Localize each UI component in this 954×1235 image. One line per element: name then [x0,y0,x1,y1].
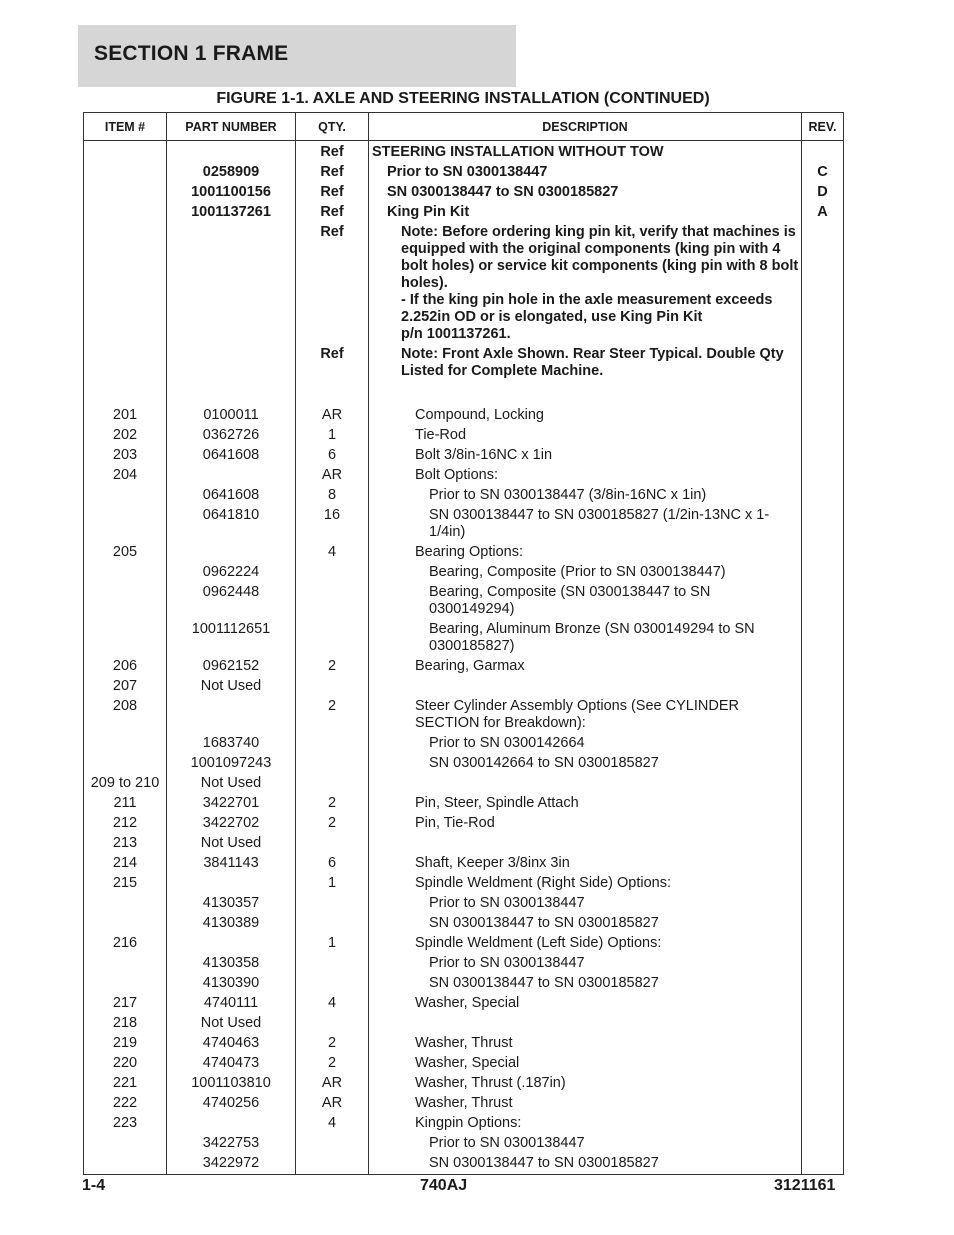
table-row [84,954,844,974]
cell-description [369,677,802,697]
cell-qty: 2 [296,1054,369,1074]
cell-description: Shaft, Keeper 3/8inx 3in [369,854,802,874]
cell-item [84,754,167,774]
cell-rev [802,1034,844,1054]
table-row [84,994,844,1014]
table-row [84,426,844,446]
cell-rev [802,914,844,934]
cell-description: King Pin Kit [369,203,802,223]
table-row [84,163,844,183]
header-item: ITEM # [84,113,167,141]
cell-qty: Ref [296,183,369,203]
cell-item [84,954,167,974]
cell-rev [802,657,844,677]
cell-item: 204 [84,466,167,486]
table-row [84,754,844,774]
cell-qty [296,677,369,697]
cell-rev [802,1014,844,1034]
cell-description: SN 0300138447 to SN 0300185827 [369,1154,802,1175]
table-row [84,563,844,583]
cell-rev [802,1074,844,1094]
cell-description: Washer, Thrust (.187in) [369,1074,802,1094]
cell-part-number: 0962448 [167,583,296,620]
cell-rev [802,974,844,994]
cell-qty [296,1134,369,1154]
cell-rev: D [802,183,844,203]
cell-part-number [167,1114,296,1134]
cell-description: SN 0300138447 to SN 0300185827 [369,974,802,994]
cell-item: 205 [84,543,167,563]
table-row [84,874,844,894]
table-row [84,1034,844,1054]
cell-qty: 16 [296,506,369,543]
cell-qty [296,620,369,657]
cell-item: 223 [84,1114,167,1134]
cell-part-number: Not Used [167,1014,296,1034]
cell-rev [802,994,844,1014]
cell-part-number: 0641810 [167,506,296,543]
cell-qty: Ref [296,345,369,382]
cell-rev [802,345,844,382]
cell-part-number: 0362726 [167,426,296,446]
table-row [84,1154,844,1175]
cell-description [369,382,802,406]
cell-part-number [167,223,296,345]
cell-description: SN 0300138447 to SN 0300185827 [369,914,802,934]
cell-item: 201 [84,406,167,426]
cell-qty [296,1014,369,1034]
cell-description: Note: Front Axle Shown. Rear Steer Typical. Double Qty Listed for Complete Machine. [369,345,802,382]
cell-qty: AR [296,1074,369,1094]
footer-doc-number: 3121161 [774,1177,836,1194]
cell-rev [802,1134,844,1154]
cell-part-number: 4740111 [167,994,296,1014]
cell-description: Bearing, Composite (Prior to SN 0300138447) [369,563,802,583]
cell-rev [802,794,844,814]
cell-item: 212 [84,814,167,834]
cell-qty: 6 [296,854,369,874]
cell-part-number: 3422972 [167,1154,296,1175]
cell-part-number [167,543,296,563]
cell-part-number: 1001100156 [167,183,296,203]
cell-description: Prior to SN 0300142664 [369,734,802,754]
header-qty: QTY. [296,113,369,141]
table-row [84,794,844,814]
cell-qty [296,754,369,774]
cell-item: 211 [84,794,167,814]
cell-item: 202 [84,426,167,446]
table-row [84,894,844,914]
header-rev: REV. [802,113,844,141]
cell-part-number [167,697,296,734]
cell-description: Spindle Weldment (Right Side) Options: [369,874,802,894]
cell-part-number: Not Used [167,677,296,697]
cell-item: 215 [84,874,167,894]
cell-qty: 8 [296,486,369,506]
cell-item: 217 [84,994,167,1014]
cell-qty: 2 [296,657,369,677]
cell-part-number [167,382,296,406]
cell-qty: 4 [296,543,369,563]
cell-item: 207 [84,677,167,697]
cell-item: 219 [84,1034,167,1054]
table-row [84,1014,844,1034]
cell-item [84,734,167,754]
cell-rev [802,563,844,583]
cell-part-number: 4130389 [167,914,296,934]
cell-part-number [167,141,296,164]
cell-description: Bearing, Garmax [369,657,802,677]
cell-part-number: Not Used [167,774,296,794]
cell-part-number: 0258909 [167,163,296,183]
cell-qty [296,563,369,583]
cell-item: 203 [84,446,167,466]
table-row [84,446,844,466]
cell-item [84,141,167,164]
cell-description: Tie-Rod [369,426,802,446]
cell-qty: 2 [296,794,369,814]
figure-title: FIGURE 1-1. AXLE AND STEERING INSTALLATION (CONTINUED) [216,90,710,107]
cell-qty: 1 [296,426,369,446]
cell-qty [296,894,369,914]
cell-part-number: 1001103810 [167,1074,296,1094]
cell-part-number: 1683740 [167,734,296,754]
header-part-number: PART NUMBER [167,113,296,141]
cell-part-number: 4740473 [167,1054,296,1074]
table-row [84,141,844,164]
footer-model: 740AJ [420,1177,468,1194]
cell-rev [802,406,844,426]
cell-rev [802,1094,844,1114]
cell-part-number: 4130358 [167,954,296,974]
cell-qty: 2 [296,1034,369,1054]
table-row [84,1074,844,1094]
cell-qty [296,774,369,794]
cell-part-number: Not Used [167,834,296,854]
cell-qty: Ref [296,163,369,183]
cell-rev [802,620,844,657]
cell-qty [296,1154,369,1175]
footer-page-number: 1-4 [82,1177,106,1194]
table-row [84,1134,844,1154]
table-row [84,914,844,934]
cell-part-number: 4130357 [167,894,296,914]
cell-item: 208 [84,697,167,734]
cell-item [84,894,167,914]
cell-qty: 6 [296,446,369,466]
cell-part-number: 3422701 [167,794,296,814]
table-row [84,466,844,486]
cell-item: 214 [84,854,167,874]
cell-item [84,183,167,203]
cell-rev [802,1114,844,1134]
table-row [84,814,844,834]
cell-qty [296,954,369,974]
table-row [84,697,844,734]
cell-part-number [167,466,296,486]
cell-item: 222 [84,1094,167,1114]
cell-item: 218 [84,1014,167,1034]
cell-item [84,1134,167,1154]
cell-qty [296,914,369,934]
cell-qty: 1 [296,934,369,954]
table-header [84,113,844,141]
cell-description: Bolt Options: [369,466,802,486]
table-row [84,974,844,994]
table-row [84,734,844,754]
cell-item [84,163,167,183]
cell-rev [802,697,844,734]
cell-description: Prior to SN 0300138447 [369,163,802,183]
cell-qty [296,974,369,994]
cell-qty [296,734,369,754]
cell-description: Prior to SN 0300138447 [369,954,802,974]
cell-part-number [167,934,296,954]
cell-rev [802,223,844,345]
cell-rev [802,1154,844,1175]
table-row [84,774,844,794]
cell-part-number: 1001097243 [167,754,296,774]
cell-part-number: 1001137261 [167,203,296,223]
table-row [84,657,844,677]
cell-description: Washer, Thrust [369,1034,802,1054]
cell-rev [802,446,844,466]
table-row [84,345,844,382]
cell-part-number: 4130390 [167,974,296,994]
table-row [84,834,844,854]
cell-item [84,974,167,994]
cell-rev [802,894,844,914]
cell-description: Bearing, Composite (SN 0300138447 to SN 0300149294) [369,583,802,620]
cell-description [369,1014,802,1034]
cell-item [84,506,167,543]
cell-part-number: 0962152 [167,657,296,677]
cell-rev [802,874,844,894]
cell-rev [802,954,844,974]
cell-qty: 4 [296,1114,369,1134]
cell-rev [802,486,844,506]
cell-item: 206 [84,657,167,677]
cell-item [84,563,167,583]
header-description: DESCRIPTION [369,113,802,141]
cell-item: 220 [84,1054,167,1074]
cell-part-number: 3422753 [167,1134,296,1154]
cell-item [84,382,167,406]
cell-qty: 4 [296,994,369,1014]
cell-item [84,914,167,934]
cell-rev [802,543,844,563]
table-row [84,1054,844,1074]
parts-table [83,112,844,1175]
cell-rev: A [802,203,844,223]
cell-description: Pin, Tie-Rod [369,814,802,834]
cell-item [84,486,167,506]
cell-description: Kingpin Options: [369,1114,802,1134]
cell-rev [802,677,844,697]
cell-rev [802,854,844,874]
cell-qty: 2 [296,814,369,834]
cell-item [84,1154,167,1175]
cell-qty: 2 [296,697,369,734]
cell-part-number [167,345,296,382]
table-row [84,486,844,506]
cell-rev [802,834,844,854]
cell-qty [296,382,369,406]
cell-rev [802,141,844,164]
cell-qty: Ref [296,141,369,164]
cell-item [84,583,167,620]
section-banner [78,25,516,87]
table-row [84,203,844,223]
cell-description: SN 0300138447 to SN 0300185827 (1/2in-13NC x 1-1/4in) [369,506,802,543]
cell-part-number: 3422702 [167,814,296,834]
cell-item: 213 [84,834,167,854]
cell-item: 209 to 210 [84,774,167,794]
cell-rev [802,583,844,620]
cell-description: Prior to SN 0300138447 [369,1134,802,1154]
cell-part-number: 0641608 [167,446,296,466]
cell-rev [802,754,844,774]
cell-description: STEERING INSTALLATION WITHOUT TOW [369,141,802,164]
cell-description: SN 0300138447 to SN 0300185827 [369,183,802,203]
cell-item [84,223,167,345]
cell-part-number: 0641608 [167,486,296,506]
cell-part-number: 4740463 [167,1034,296,1054]
cell-part-number: 0100011 [167,406,296,426]
cell-qty [296,583,369,620]
cell-part-number [167,874,296,894]
table-row [84,1114,844,1134]
table-row [84,677,844,697]
cell-rev [802,382,844,406]
cell-description: Pin, Steer, Spindle Attach [369,794,802,814]
cell-description: Note: Before ordering king pin kit, verify that machines is equipped with the original components (king pin with 4 bolt holes) or service kit components (king pin with 8 bolt holes). - If the king pin hole in the axle measurement exceeds 2.252in OD or is elongated, use King Pin Kit p/n 1001137261. [369,223,802,345]
cell-qty: Ref [296,203,369,223]
cell-qty: Ref [296,223,369,345]
cell-rev [802,934,844,954]
table-row [84,1094,844,1114]
cell-item [84,203,167,223]
cell-item: 221 [84,1074,167,1094]
cell-rev [802,466,844,486]
table-row [84,506,844,543]
table-row [84,223,844,345]
cell-qty [296,834,369,854]
cell-rev [802,734,844,754]
cell-description [369,834,802,854]
table-row [84,934,844,954]
cell-rev [802,506,844,543]
table-row [84,183,844,203]
cell-qty: AR [296,466,369,486]
cell-description: Bearing, Aluminum Bronze (SN 0300149294 to SN 0300185827) [369,620,802,657]
cell-qty: 1 [296,874,369,894]
cell-part-number: 1001112651 [167,620,296,657]
cell-rev: C [802,163,844,183]
cell-part-number: 0962224 [167,563,296,583]
cell-qty: AR [296,406,369,426]
cell-description: Washer, Special [369,1054,802,1074]
cell-part-number: 4740256 [167,1094,296,1114]
table-row [84,854,844,874]
cell-rev [802,814,844,834]
table-row [84,583,844,620]
table-row [84,382,844,406]
table-row [84,406,844,426]
cell-item [84,620,167,657]
cell-description: Bearing Options: [369,543,802,563]
cell-description: Bolt 3/8in-16NC x 1in [369,446,802,466]
table-row [84,543,844,563]
cell-item [84,345,167,382]
section-title: SECTION 1 FRAME [94,42,289,65]
cell-description: Spindle Weldment (Left Side) Options: [369,934,802,954]
cell-description [369,774,802,794]
cell-description: SN 0300142664 to SN 0300185827 [369,754,802,774]
cell-description: Washer, Thrust [369,1094,802,1114]
cell-description: Compound, Locking [369,406,802,426]
cell-rev [802,774,844,794]
table-row [84,620,844,657]
cell-description: Prior to SN 0300138447 (3/8in-16NC x 1in) [369,486,802,506]
table-body [84,141,844,1175]
cell-part-number: 3841143 [167,854,296,874]
cell-qty: AR [296,1094,369,1114]
cell-description: Prior to SN 0300138447 [369,894,802,914]
cell-rev [802,1054,844,1074]
cell-description: Steer Cylinder Assembly Options (See CYLINDER SECTION for Breakdown): [369,697,802,734]
cell-item: 216 [84,934,167,954]
cell-description: Washer, Special [369,994,802,1014]
cell-rev [802,426,844,446]
